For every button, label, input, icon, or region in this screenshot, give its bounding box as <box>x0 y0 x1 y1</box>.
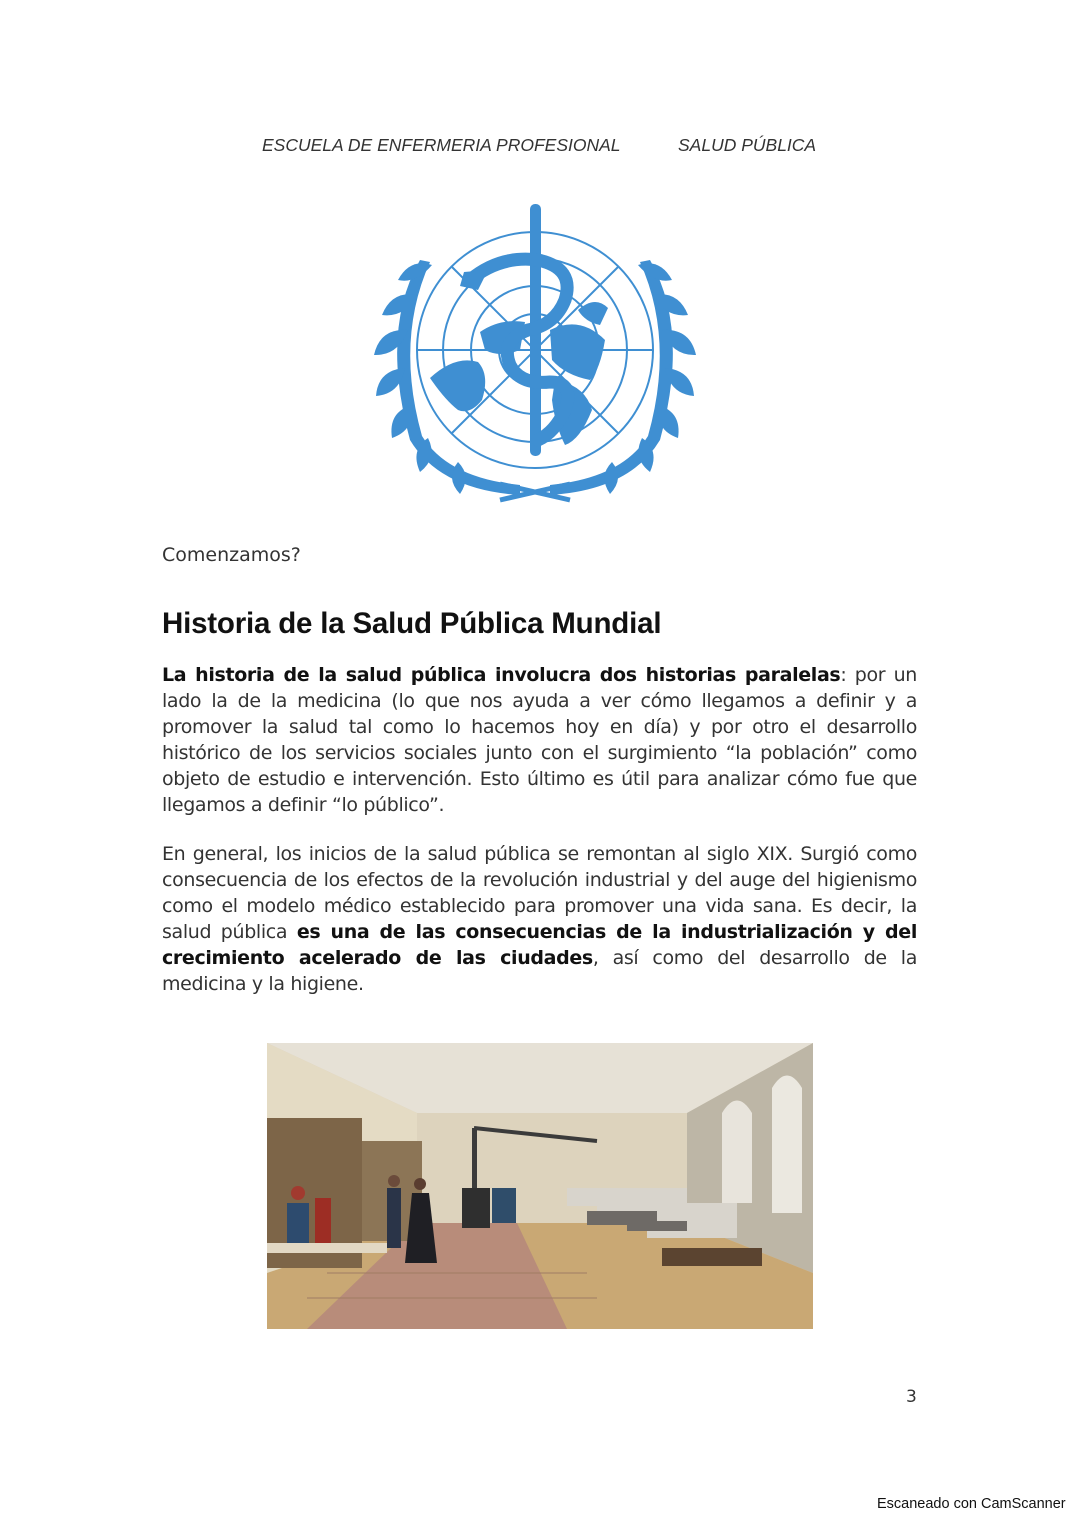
paragraph-1 <box>162 662 917 818</box>
paragraph-1-text: : por un lado la de la medicina (lo que nos ayuda a ver cómo llegamos a definir y a promover la salud tal como lo hacemos hoy en día) y por otro el desarrollo histórico de los servicios sociales junto con el surgimiento “la población” como objeto de estudio e intervención. Esto último es útil para analizar cómo fue que llegamos a definir “lo público”. <box>162 664 917 816</box>
paragraph-1-bold: La historia de la salud pública involucra dos historias paralelas <box>162 664 841 686</box>
paragraph-2-start: En general, los inicios de la salud pública se remontan al siglo XIX. Surgió como consecuencia de los efectos de la revolución industrial y del auge del higienismo como el modelo médico establecido para promover una vida sana. Es decir, la salud pública <box>162 843 917 943</box>
hospital-ward-illustration <box>267 1043 813 1329</box>
header-subject: SALUD PÚBLICA <box>678 135 817 155</box>
paragraph-2-bold: es una de las consecuencias de la industrialización y del crecimiento acelerado de las ciudades <box>162 921 917 969</box>
header-school: ESCUELA DE ENFERMERIA PROFESIONAL <box>262 135 621 155</box>
intro-text: Comenzamos? <box>162 544 301 566</box>
page-header <box>262 135 822 159</box>
who-emblem-logo <box>360 200 710 520</box>
section-title: Historia de la Salud Pública Mundial <box>162 607 662 640</box>
camscanner-watermark: Escaneado con CamScanner <box>877 1496 1066 1512</box>
paragraph-2-end: , así como del desarrollo de la medicina y la higiene. <box>162 947 918 995</box>
page-number: 3 <box>906 1387 917 1407</box>
paragraph-2 <box>162 841 917 997</box>
